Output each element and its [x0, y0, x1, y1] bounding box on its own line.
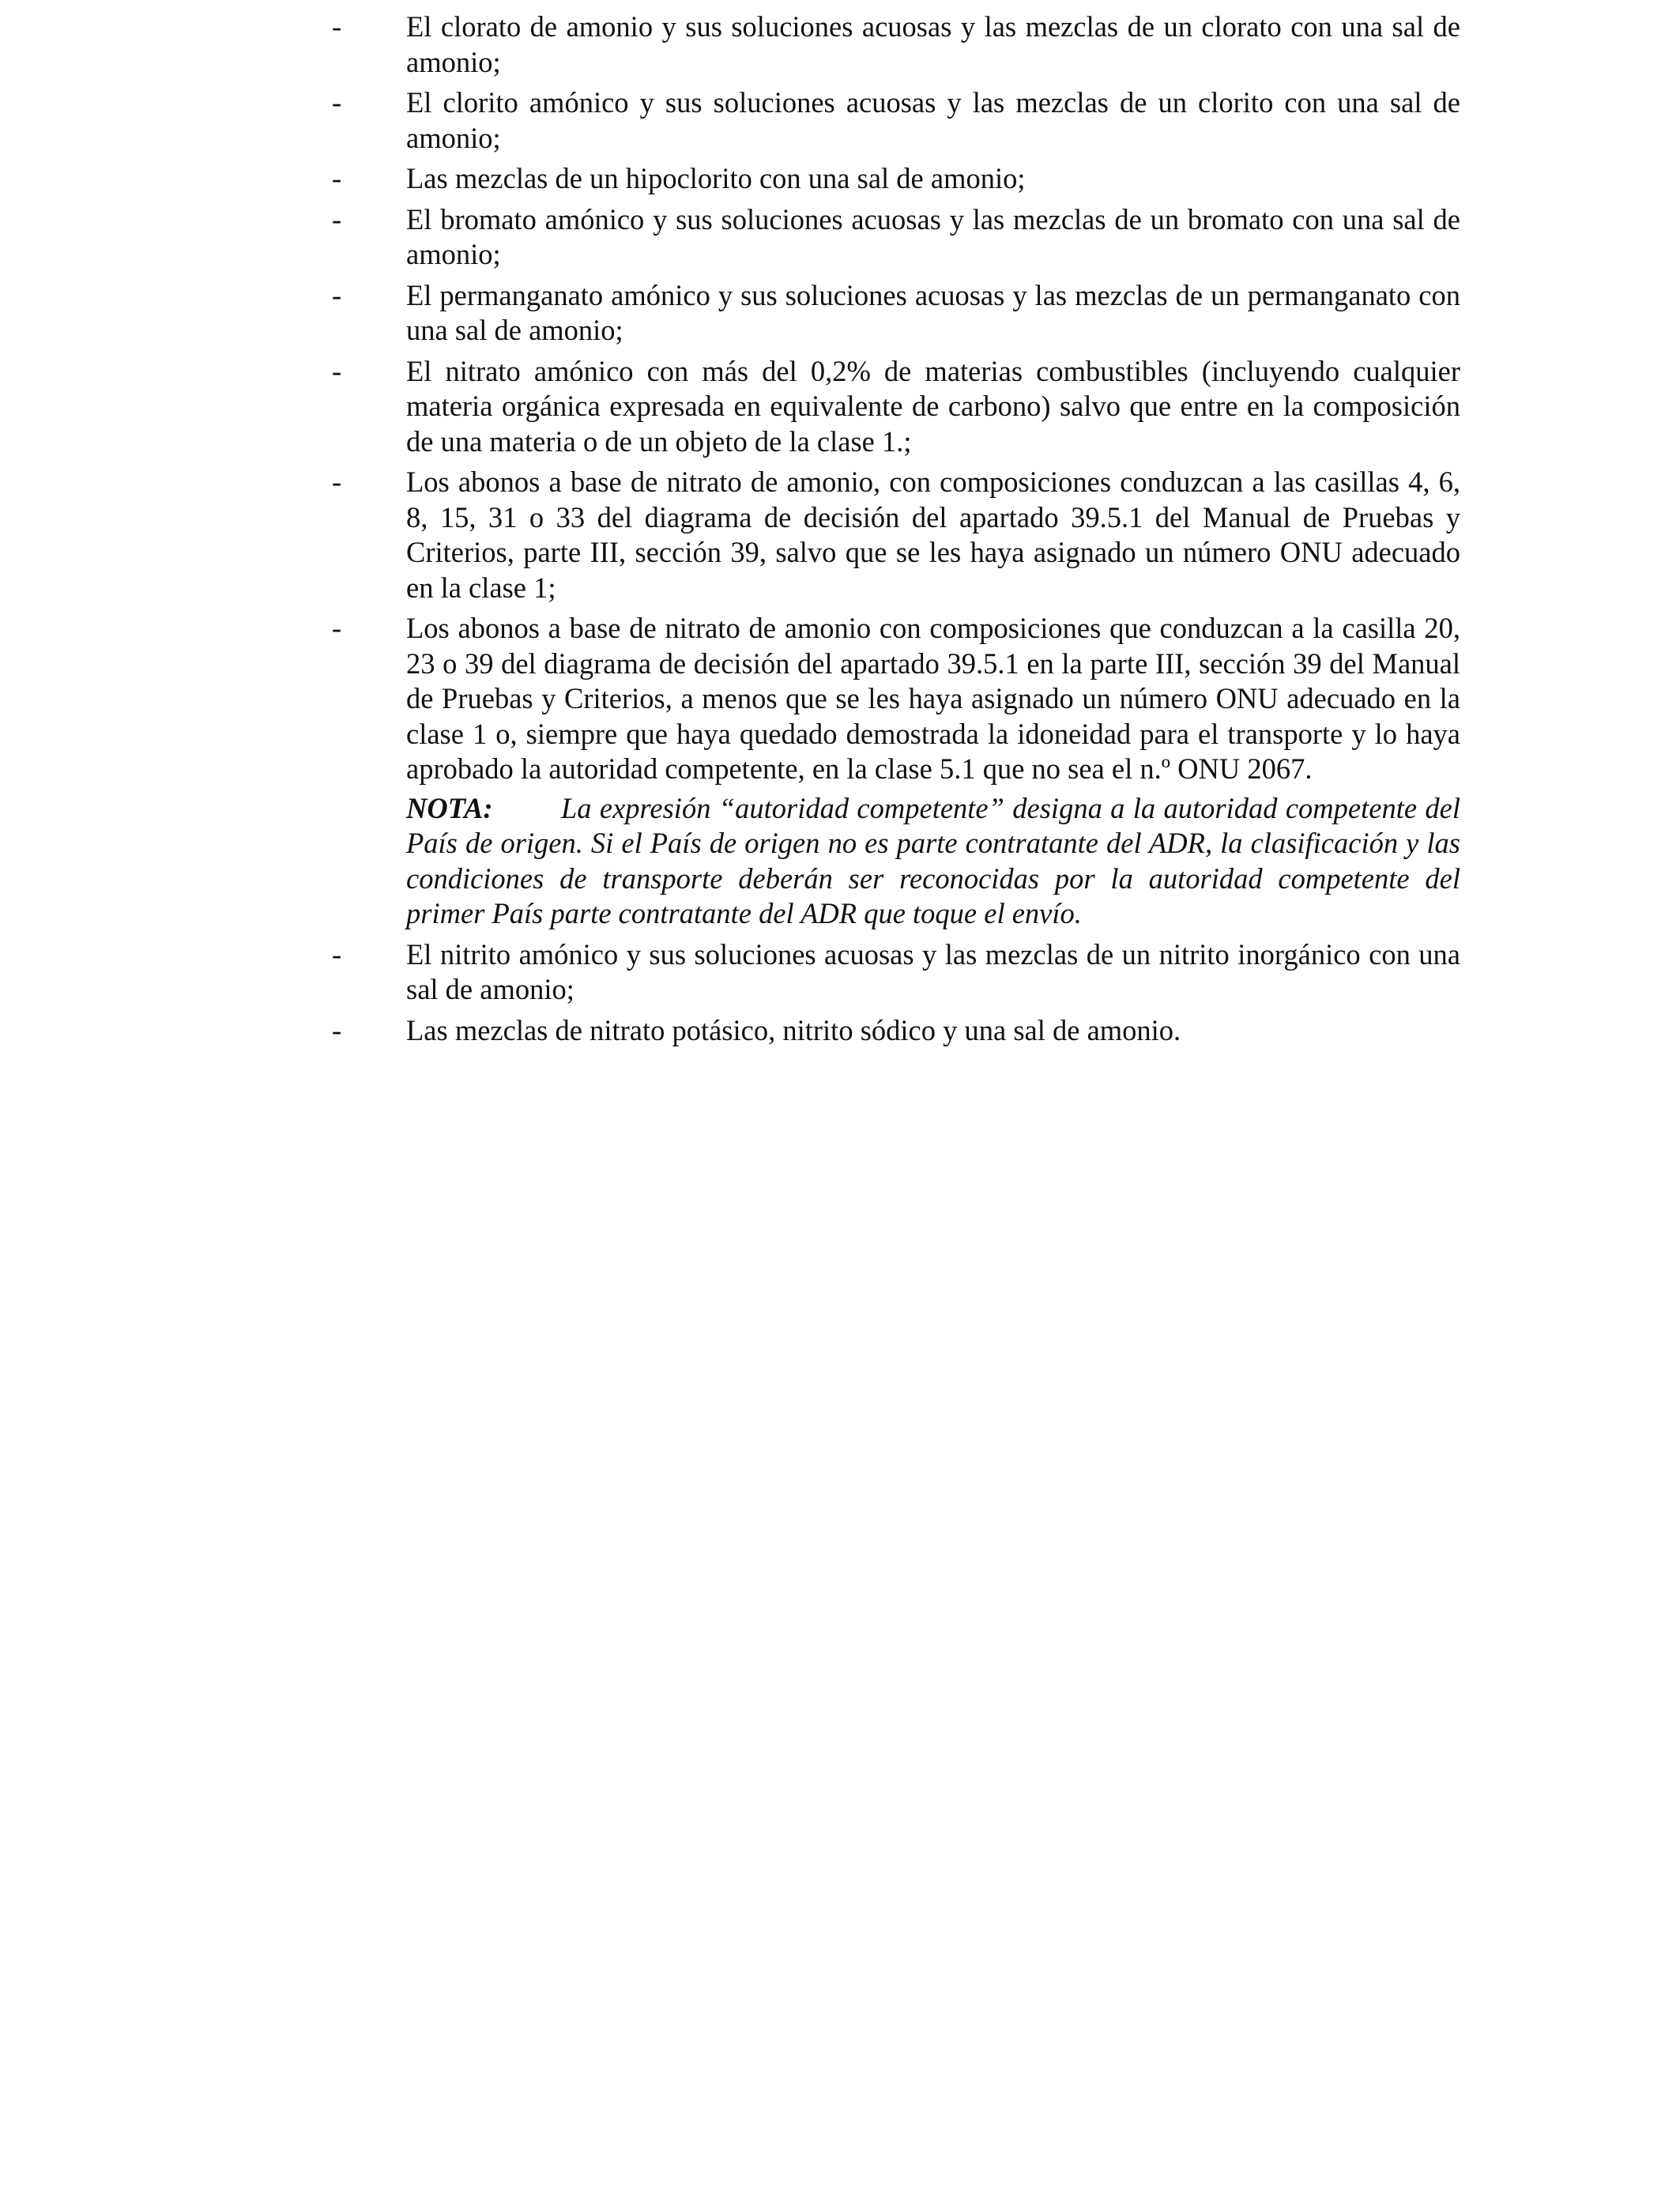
- list-item-text: Los abonos a base de nitrato de amonio con composiciones que conduzcan a la casilla 20, 23 o 39 del diagrama de decisión del apartado 39.5.1 en la parte III, sección 39 del Manual de Pruebas y Criterios, a menos que se les haya asignado un número ONU adecuado en la clase 1 o, siempre que haya quedado demostrada la idoneidad para el transporte y lo haya aprobado la autoridad competente, en la clase 5.1 que no sea el n.º ONU 2067.: [406, 612, 1460, 785]
- list-item: [322, 202, 1460, 273]
- list-item: [322, 611, 1460, 787]
- list-item-text: El bromato amónico y sus soluciones acuosas y las mezclas de un bromato con una sal de amonio;: [406, 202, 1460, 270]
- note-label: NOTA:: [406, 791, 493, 824]
- list-item: [322, 937, 1460, 1008]
- list-item: [322, 465, 1460, 605]
- list-marker: -: [332, 466, 342, 498]
- list-item: [322, 161, 1460, 197]
- list-item-text: El clorito amónico y sus soluciones acuosas y las mezclas de un clorito con una sal de amonio;: [406, 86, 1460, 154]
- note-text: La expresión “autoridad competente” designa a la autoridad competente del País de origen. Si el País de origen no es parte contratante del ADR, la clasificación y las condiciones de transporte deberán ser reconocidas por la autoridad competente del primer País parte contratante del ADR que toque el envío.: [406, 791, 1460, 929]
- list-item: [322, 1013, 1460, 1049]
- list-marker: -: [332, 1013, 342, 1046]
- list-item-text: Las mezclas de un hipoclorito con una sal de amonio;: [406, 162, 1026, 194]
- list-item: [322, 278, 1460, 349]
- list-marker: -: [332, 278, 342, 311]
- list-item-text: El clorato de amonio y sus soluciones acuosas y las mezclas de un clorato con una sal de amonio;: [406, 10, 1460, 78]
- list-item-text: El permanganato amónico y sus soluciones acuosas y las mezclas de un permanganato con una sal de amonio;: [406, 278, 1460, 346]
- list-marker: -: [332, 86, 342, 119]
- list-marker: -: [332, 612, 342, 644]
- list-marker: -: [332, 10, 342, 43]
- list-item-text: Los abonos a base de nitrato de amonio, con composiciones conduzcan a las casillas 4, 6, 8, 15, 31 o 33 del diagrama de decisión del apartado 39.5.1 del Manual de Pruebas y Criterios, parte III, sección 39, salvo que se les haya asignado un número ONU adecuado en la clase 1;: [406, 466, 1460, 604]
- list-marker: -: [332, 354, 342, 387]
- list-item-text: El nitrato amónico con más del 0,2% de materias combustibles (incluyendo cualquier materia orgánica expresada en equivalente de carbono) salvo que entre en la composición de una materia o de un objeto de la clase 1.;: [406, 354, 1460, 458]
- list-item: [322, 9, 1460, 80]
- list-item: [322, 354, 1460, 460]
- list-marker: -: [332, 162, 342, 194]
- note-block: [322, 791, 1460, 932]
- list-item-text: Las mezclas de nitrato potásico, nitrito sódico y una sal de amonio.: [406, 1013, 1181, 1046]
- list-marker: -: [332, 937, 342, 971]
- substance-list: [322, 9, 1460, 1054]
- list-item-text: El nitrito amónico y sus soluciones acuosas y las mezclas de un nitrito inorgánico con una sal de amonio;: [406, 937, 1460, 1005]
- list-item: [322, 85, 1460, 156]
- list-marker: -: [332, 202, 342, 236]
